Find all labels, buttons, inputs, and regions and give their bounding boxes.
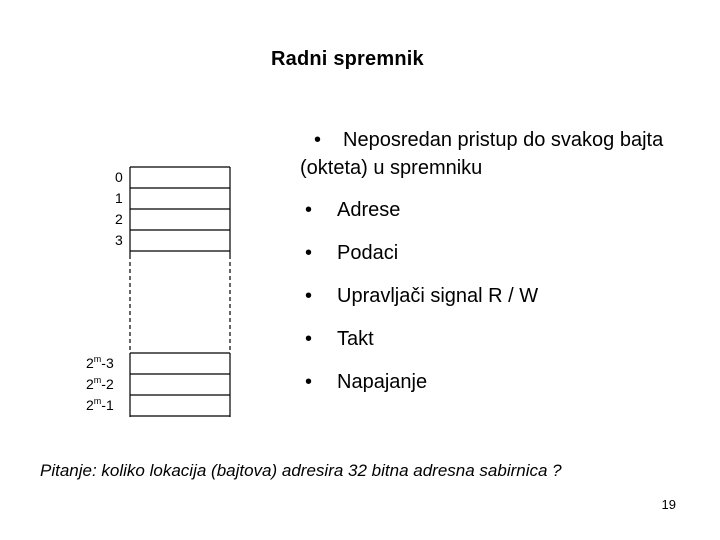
bullet-label: Napajanje [337,371,428,393]
bullet-marker: • [305,285,313,307]
bullet-item-upravljaci-signal [305,282,538,325]
bullet-item-takt [305,325,538,368]
bullet-marker: • [305,199,313,221]
slide-title: Radni spremnik [271,48,424,70]
bullet-marker: • [305,242,313,264]
question-text: Pitanje: koliko lokacija (bajtova) adresira 32 bitna adresna sabirnica ? [40,461,562,480]
lead-bullet-text: Neposredan pristup do svakog bajta (okteta) u spremniku [300,129,664,179]
bullet-marker: • [305,371,313,393]
bullet-marker: • [305,328,313,350]
address-label-1: 1 [115,190,123,206]
address-suffix: -1 [101,397,114,413]
address-suffix: -3 [101,355,114,371]
lead-bullet [300,126,700,182]
bullet-label: Adrese [337,199,401,221]
memory-diagram [60,135,260,435]
address-label-2m-1 [86,396,114,413]
address-suffix: -2 [101,376,114,392]
bullet-item-adrese [305,196,538,239]
bullet-item-napajanje [305,368,538,411]
page-number: 19 [661,497,676,512]
address-label-2: 2 [115,211,123,227]
bullet-item-podaci [305,239,538,282]
address-label-2m-2 [86,375,114,392]
bullet-list [305,196,538,411]
address-exponent: m [93,354,102,364]
bullet-label: Podaci [337,242,399,264]
address-exponent: m [93,396,102,406]
bullet-label: Takt [337,328,374,350]
address-label-3: 3 [115,232,123,248]
lead-bullet-marker: • [314,129,322,151]
address-base: 2 [86,397,94,413]
address-label-0: 0 [115,169,123,185]
address-exponent: m [93,375,102,385]
bullet-label: Upravljači signal R / W [337,285,539,307]
address-base: 2 [86,355,94,371]
address-base: 2 [86,376,94,392]
address-label-2m-3 [86,354,114,371]
